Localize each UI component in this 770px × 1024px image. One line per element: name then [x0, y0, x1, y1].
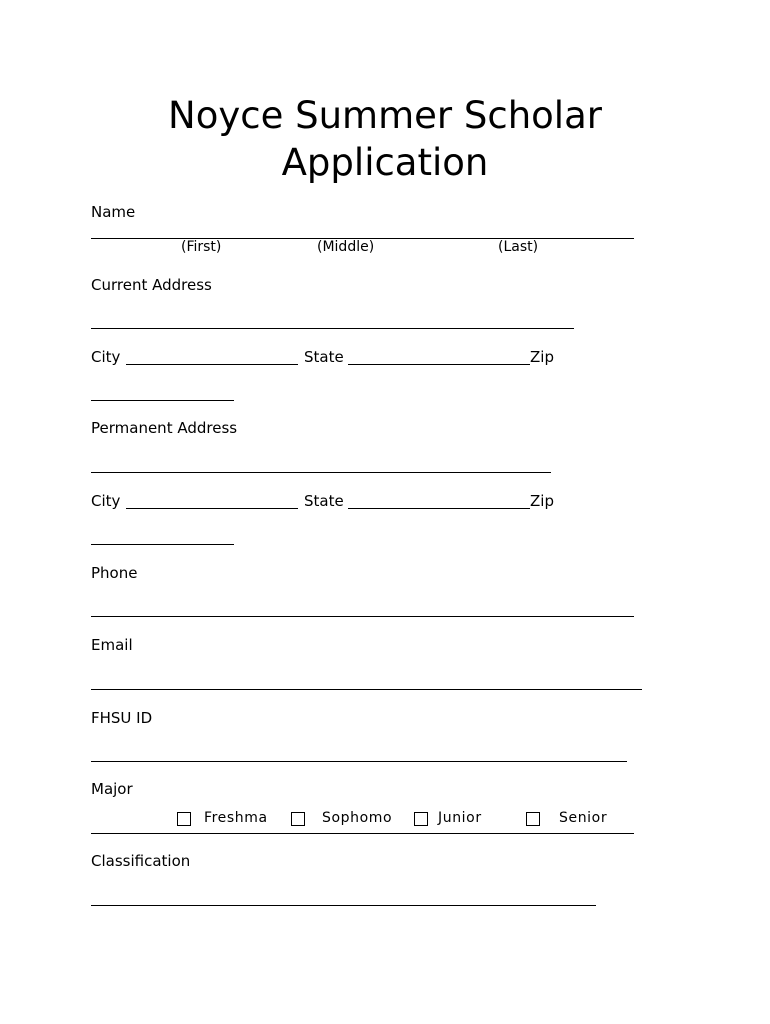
phone-field-line[interactable]	[91, 616, 634, 617]
permanent-address-label: Permanent Address	[91, 419, 238, 437]
sophomore-option-label: Sophomo	[322, 810, 393, 826]
permanent-zip-field-line[interactable]	[91, 544, 234, 545]
junior-checkbox[interactable]	[414, 812, 428, 826]
current-city-label: City	[91, 348, 121, 366]
permanent-city-field-line[interactable]	[126, 508, 298, 509]
sophomore-checkbox[interactable]	[291, 812, 305, 826]
current-address-label: Current Address	[91, 276, 212, 294]
senior-option-label: Senior	[559, 810, 608, 826]
major-field-line[interactable]	[91, 833, 634, 834]
current-address-field-line[interactable]	[91, 328, 574, 329]
name-middle-caption: (Middle)	[317, 239, 375, 255]
freshman-option-label: Freshma	[204, 810, 268, 826]
freshman-checkbox[interactable]	[177, 812, 191, 826]
permanent-state-field-line[interactable]	[348, 508, 530, 509]
title-line-2: Application	[281, 141, 489, 184]
page-title	[0, 92, 770, 186]
senior-checkbox[interactable]	[526, 812, 540, 826]
permanent-city-label: City	[91, 492, 121, 510]
name-last-caption: (Last)	[498, 239, 539, 255]
classification-field-line[interactable]	[91, 905, 596, 906]
current-zip-label: Zip	[530, 348, 554, 366]
junior-option-label: Junior	[438, 810, 482, 826]
current-state-label: State	[304, 348, 344, 366]
current-city-field-line[interactable]	[126, 364, 298, 365]
fhsu-id-label: FHSU ID	[91, 709, 153, 727]
current-zip-field-line[interactable]	[91, 400, 234, 401]
phone-label: Phone	[91, 564, 138, 582]
name-first-caption: (First)	[181, 239, 222, 255]
fhsu-id-field-line[interactable]	[91, 761, 627, 762]
permanent-address-field-line[interactable]	[91, 472, 551, 473]
title-line-1: Noyce Summer Scholar	[168, 94, 602, 137]
major-label: Major	[91, 780, 133, 798]
classification-label: Classification	[91, 852, 191, 870]
permanent-zip-label: Zip	[530, 492, 554, 510]
email-label: Email	[91, 636, 133, 654]
email-field-line[interactable]	[91, 689, 642, 690]
name-label: Name	[91, 203, 136, 221]
permanent-state-label: State	[304, 492, 344, 510]
current-state-field-line[interactable]	[348, 364, 530, 365]
